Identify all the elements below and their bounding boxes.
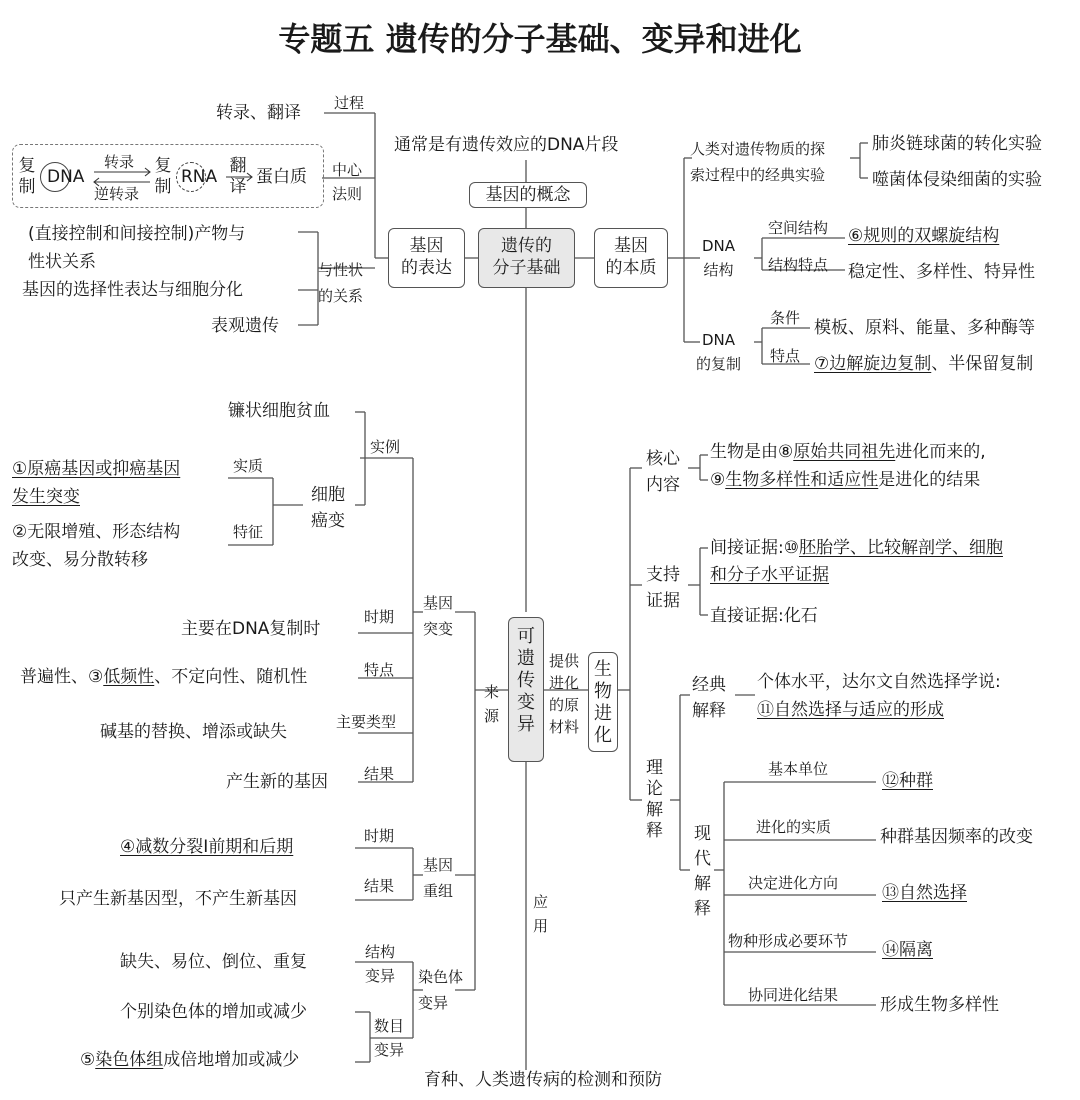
replication-condition-label: 条件: [770, 309, 801, 327]
gene-concept-box: 基因的概念: [469, 182, 587, 208]
mutation-trait-text: [20, 667, 307, 687]
mutation-trait-label: 特点: [364, 661, 395, 679]
gene-essence-node: 基因 的本质: [594, 228, 668, 288]
recombination-result-label: 结果: [364, 877, 395, 895]
trait-item-1: (直接控制和间接控制)产物与 性状关系: [28, 224, 246, 272]
spatial-structure-label: 空间结构: [768, 219, 829, 237]
process-label: 过程: [334, 94, 365, 112]
core-text-2: [710, 470, 980, 490]
modern-item-value-2: 种群基因频率的改变: [880, 827, 1033, 847]
dogma-reverse: 逆转录: [94, 185, 140, 203]
recombination-time-text: ④减数分裂Ⅰ前期和后期: [120, 837, 294, 857]
structure-feature-text: 稳定性、多样性、特异性: [848, 262, 1035, 282]
mutation-time-label: 时期: [364, 608, 395, 626]
mutation-type-text: 碱基的替换、增添或缺失: [100, 722, 287, 742]
mutation-result-text: 产生新的基因: [226, 772, 328, 792]
application-text: 育种、人类遗传病的检测和预防: [424, 1070, 662, 1090]
replication-trait-label: 特点: [770, 347, 801, 365]
application-label: 应 用: [533, 893, 549, 935]
mutation-trait-post: 、不定向性、随机性: [154, 667, 308, 687]
dna-replication-label: DNA 的复制: [696, 331, 742, 373]
number-variation-post: 成倍地增加或减少: [163, 1050, 300, 1070]
mutation-time-text: 主要在DNA复制时: [181, 619, 321, 639]
indirect-evidence-line-1: [710, 538, 1003, 558]
indirect-evidence-line-2: 和分子水平证据: [710, 565, 829, 585]
core-text-1: [710, 442, 986, 462]
modern-item-label-4: 物种形成必要环节: [728, 932, 849, 950]
cancer-essence-text: ①原癌基因或抑癌基因 发生突变: [12, 459, 181, 507]
replication-trait-underlined: ⑦边解旋边复制: [814, 354, 932, 374]
core-text-2-pre: ⑨: [710, 470, 726, 490]
source-label: 来 源: [484, 683, 500, 725]
gene-recombination-label: 基因 重组: [423, 856, 454, 900]
example-label: 实例: [370, 438, 401, 456]
recombination-time-label: 时期: [364, 827, 395, 845]
cancer-feature-label: 特征: [233, 523, 264, 541]
dogma-translate: 翻译: [229, 156, 247, 197]
replication-trait-text: [814, 354, 1033, 374]
trait-relation-label: 与性状 的关系: [318, 261, 364, 305]
modern-item-value-5: 形成生物多样性: [880, 995, 999, 1015]
modern-explanation-label: 现 代 解 释: [694, 824, 711, 919]
number-variation-text-1: 个别染色体的增加或减少: [120, 1002, 307, 1022]
modern-item-label-3: 决定进化方向: [748, 874, 839, 892]
dogma-transcribe: 转录: [104, 153, 135, 171]
modern-item-value-1: ⑫种群: [882, 771, 933, 791]
dna-structure-label: DNA 结构: [702, 237, 736, 279]
modern-item-label-5: 协同进化结果: [748, 986, 839, 1004]
trait-item-3: 表观遗传: [211, 316, 279, 336]
modern-item-value-3: ⑬自然选择: [882, 883, 967, 903]
dogma-replicate-label: 复制: [18, 156, 36, 197]
experiment-1: 肺炎链球菌的转化实验: [872, 134, 1042, 154]
classic-explanation-label: 经典 解释: [692, 675, 726, 721]
number-variation-pre: ⑤: [80, 1050, 96, 1070]
gene-concept-desc: 通常是有遗传效应的DNA片段: [394, 135, 619, 155]
direct-evidence: 直接证据:化石: [710, 606, 818, 626]
heritable-variation-node: 可遗传变异: [508, 617, 544, 762]
classic-explanation-text-2: ⑪自然选择与适应的形成: [757, 700, 944, 720]
spatial-structure-text: ⑥规则的双螺旋结构: [848, 226, 1000, 246]
modern-item-value-4: ⑭隔离: [882, 940, 933, 960]
trait-item-2: 基因的选择性表达与细胞分化: [22, 280, 243, 300]
theory-explanation-label: 理 论 解 释: [646, 758, 663, 841]
cancer-label: 细胞 癌变: [311, 485, 345, 531]
structural-variation-label: 结构 变异: [365, 943, 396, 985]
example-text: 镰状细胞贫血: [228, 401, 330, 421]
central-dogma-label: 中心 法则: [332, 161, 363, 203]
dogma-rna: RNA: [181, 167, 218, 187]
gene-mutation-label: 基因 突变: [423, 594, 454, 638]
core-text-1-pre: 生物是由⑧: [710, 442, 794, 462]
core-content-label: 核心 内容: [646, 449, 680, 495]
classic-experiment-label: 人类对遗传物质的探 索过程中的经典实验: [690, 140, 826, 184]
replication-condition-text: 模板、原料、能量、多种酶等: [814, 318, 1035, 338]
experiment-2: 噬菌体侵染细菌的实验: [872, 170, 1042, 190]
dogma-protein: 蛋白质: [256, 167, 307, 187]
modern-item-label-2: 进化的实质: [756, 818, 832, 836]
dogma-dna: DNA: [47, 167, 85, 187]
gene-expression-node: 基因 的表达: [388, 228, 465, 288]
cancer-essence-label: 实质: [233, 457, 264, 475]
chromosome-variation-label: 染色体 变异: [418, 968, 464, 1012]
page-title: 专题五 遗传的分子基础、变异和进化: [278, 20, 802, 58]
replication-trait-rest: 、半保留复制: [931, 354, 1034, 374]
dogma-replicate2-label: 复制: [154, 156, 172, 197]
center-node: 遗传的 分子基础: [478, 228, 575, 288]
core-text-2-underlined: 生物多样性和适应性: [725, 470, 879, 490]
mutation-result-label: 结果: [364, 765, 395, 783]
indirect-evidence-underlined: 胚胎学、比较解剖学、细胞: [798, 538, 1003, 558]
core-text-1-underlined: 原始共同祖先: [793, 442, 896, 462]
biological-evolution-node: 生物进化: [588, 652, 618, 752]
core-text-2-post: 是进化的结果: [878, 470, 981, 490]
number-variation-text-2: [80, 1050, 299, 1070]
number-variation-label: 数目 变异: [374, 1017, 405, 1059]
mutation-type-label: 主要类型: [336, 713, 397, 731]
process-text: 转录、翻译: [216, 103, 301, 123]
number-variation-underlined: 染色体组: [95, 1050, 164, 1070]
core-text-1-post: 进化而来的,: [895, 442, 986, 462]
recombination-result-text: 只产生新基因型，不产生新基因: [59, 889, 297, 909]
evidence-label: 支持 证据: [646, 565, 680, 611]
structure-feature-label: 结构特点: [768, 256, 829, 274]
modern-item-label-1: 基本单位: [768, 760, 829, 778]
mutation-trait-underlined: 低频性: [103, 667, 155, 687]
classic-explanation-text-1: 个体水平，达尔文自然选择学说:: [757, 672, 1001, 692]
cancer-feature-text: ②无限增殖、形态结构 改变、易分散转移: [12, 522, 181, 570]
indirect-evidence-pre: 间接证据:⑩: [710, 538, 799, 558]
mutation-trait-pre: 普遍性、③: [20, 667, 104, 687]
provide-material-label: 提供 进化 的原 材料: [549, 652, 580, 736]
structural-variation-text: 缺失、易位、倒位、重复: [120, 952, 307, 972]
